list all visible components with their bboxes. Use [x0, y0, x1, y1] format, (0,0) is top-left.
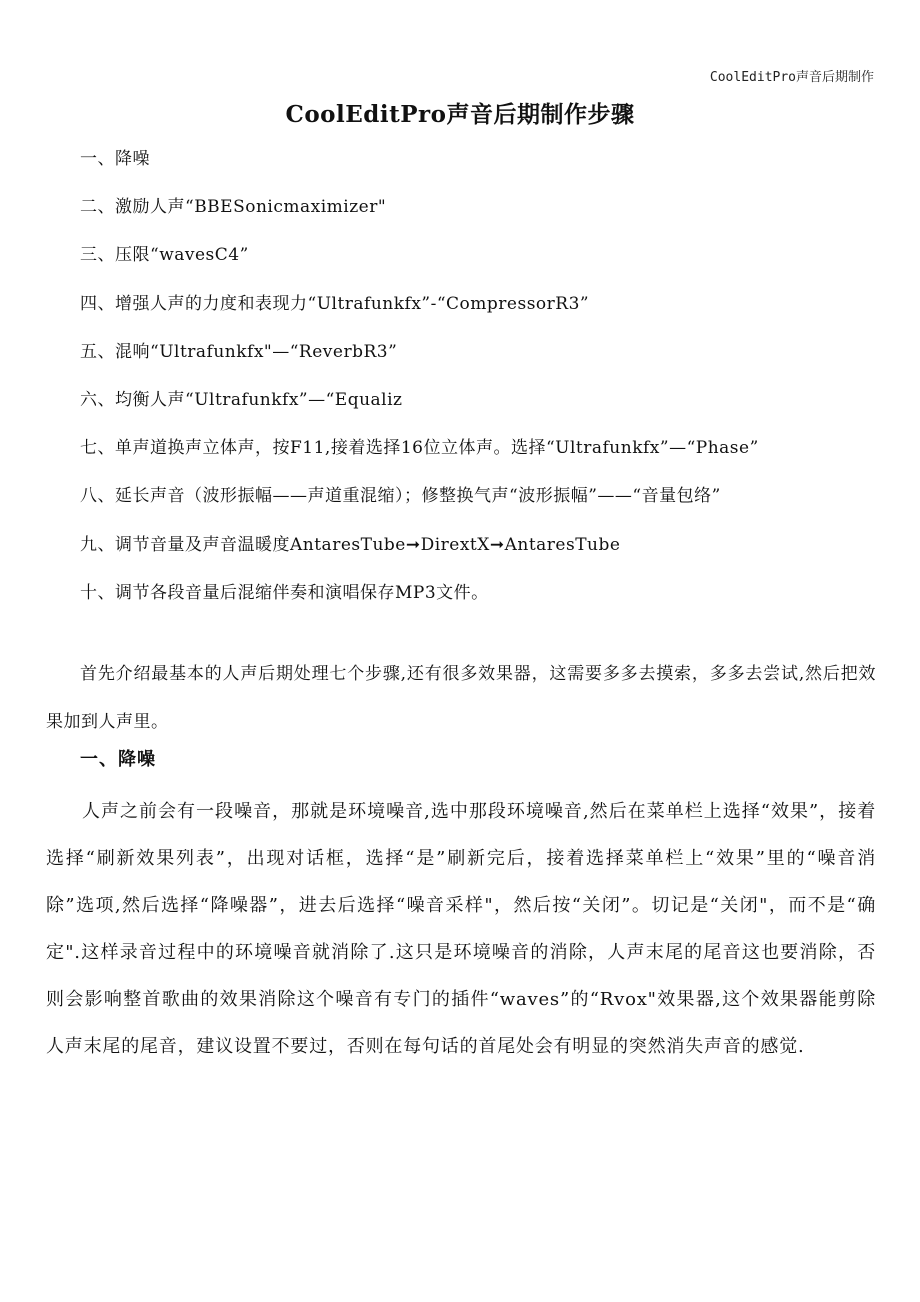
- step-item: 一、降噪: [80, 149, 150, 169]
- intro-paragraph: 首先介绍最基本的人声后期处理七个步骤,还有很多效果器，这需要多多去摸索，多多去尝试,然后把效果加到人声里。: [46, 664, 876, 732]
- step-item: 十、调节各段音量后混缩伴奏和演唱保存MP3文件。: [80, 582, 489, 603]
- step-item: 七、单声道换声立体声，按F11,接着选择16位立体声。选择“Ultrafunkfx”—“Phase”: [80, 438, 759, 459]
- section-body-denoise: 人声之前会有一段噪音，那就是环境噪音,选中那段环境噪音,然后在菜单栏上选择“效果”，接着选择“刷新效果列表”，出现对话框，选择“是”刷新完后，接着选择菜单栏上“效果”里的“噪音消除”选项,然后选择“降噪器”，进去后选择“噪音采样"，然后按“关闭”。切记是“关闭"，而不是“确定".这样录音过程中的环境噪音就消除了.这只是环境噪音的消除，人声末尾的尾音这也要消除，否则会影响整首歌曲的效果消除这个噪音有专门的插件“waves”的“Rvox"效果器,这个效果器能剪除人声末尾的尾音，建议设置不要过，否则在每句话的首尾处会有明显的突然消失声音的感觉.: [46, 801, 876, 1057]
- step-item: 八、延长声音（波形振幅——声道重混缩）；修整换气声“波形振幅”——“音量包络”: [80, 486, 721, 507]
- step-item: 九、调节音量及声音温暖度AntaresTube➞DirextX➞AntaresTube: [80, 534, 621, 555]
- section-heading-denoise: 一、降噪: [80, 749, 156, 770]
- step-item: 六、均衡人声“Ultrafunkfx”—“Equaliz: [80, 389, 403, 410]
- document-title: CoolEditPro声音后期制作步骤: [285, 101, 635, 128]
- step-item: 三、压限“wavesC4”: [80, 245, 249, 266]
- running-header: CoolEditPro声音后期制作: [709, 70, 874, 85]
- steps-list: [80, 146, 880, 628]
- step-item: 四、增强人声的力度和表现力“Ultrafunkfx”-“CompressorR3”: [80, 293, 590, 314]
- step-item: 二、激励人声“BBESonicmaximizer": [80, 197, 387, 218]
- step-item: 五、混响“Ultrafunkfx"—“ReverbR3”: [80, 341, 398, 362]
